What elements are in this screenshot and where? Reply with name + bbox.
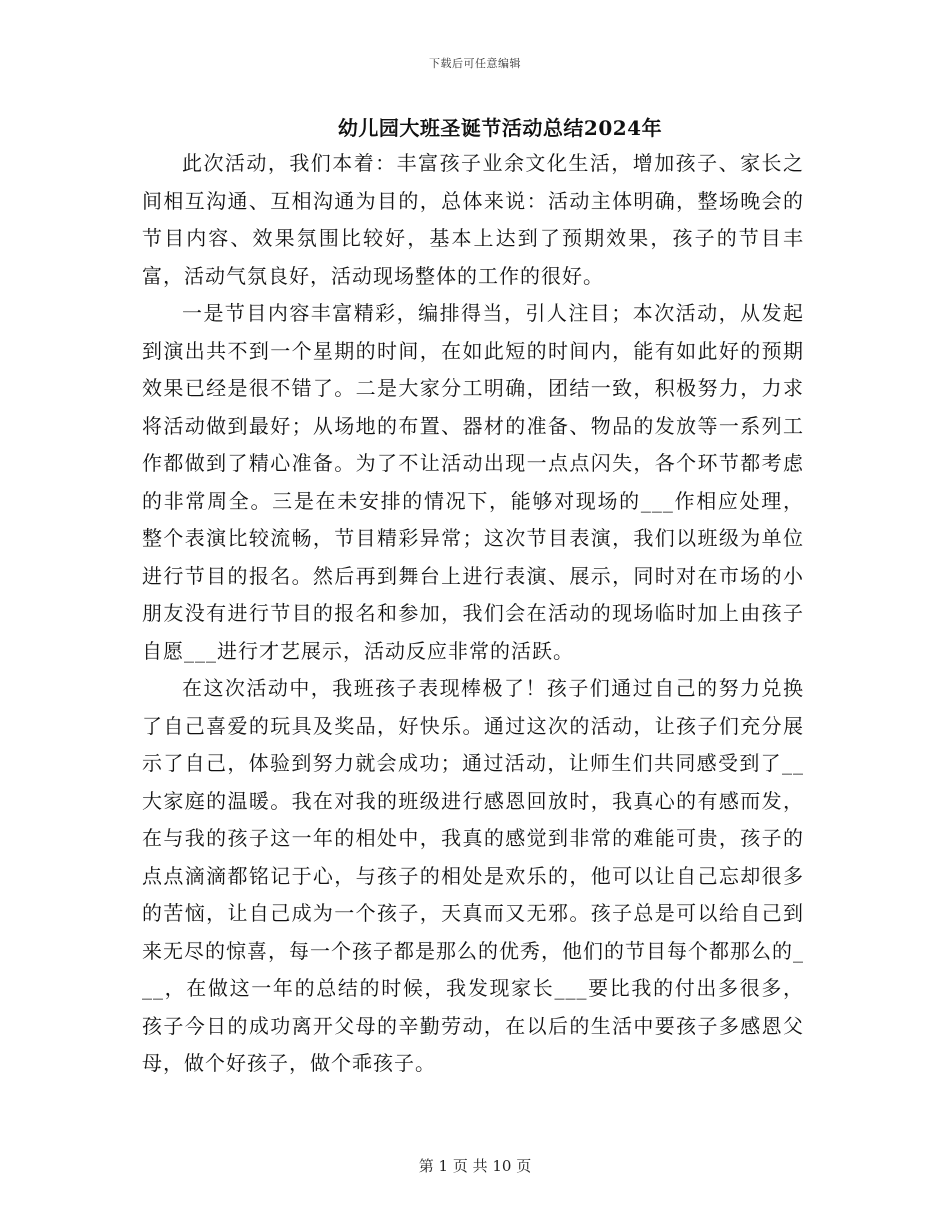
document-body — [142, 145, 804, 1083]
paragraph-2: 一是节目内容丰富精彩，编排得当，引人注目；本次活动，从发起到演出共不到一个星期的时间，在如此短的时间内，能有如此好的预期效果已经是很不错了。二是大家分工明确，团结一致，积极努力，力求将活动做到最好；从场地的布置、器材的准备、物品的发放等一系列工作都做到了精心准备。为了不让活动出现一点点闪失，各个环节都考虑的非常周全。三是在未安排的情况下，能够对现场的___作相应处理，整个表演比较流畅，节目精彩异常；这次节目表演，我们以班级为单位进行节目的报名。然后再到舞台上进行表演、展示，同时对在市场的小朋友没有进行节目的报名和参加，我们会在活动的现场临时加上由孩子自愿___进行才艺展示，活动反应非常的活跃。 — [142, 301, 804, 663]
page-footer: 第 1 页 共 10 页 — [418, 1157, 532, 1175]
paragraph-3: 在这次活动中，我班孩子表现棒极了！孩子们通过自己的努力兑换了自己喜爱的玩具及奖品，好快乐。通过这次的活动，让孩子们充分展示了自己，体验到努力就会成功；通过活动，让师生们共同感受到了__大家庭的温暖。我在对我的班级进行感恩回放时，我真心的有感而发，在与我的孩子这一年的相处中，我真的感觉到非常的难能可贵，孩子的点点滴滴都铭记于心，与孩子的相处是欢乐的，他可以让自己忘却很多的苦恼，让自己成为一个孩子，天真而又无邪。孩子总是可以给自己到来无尽的惊喜，每一个孩子都是那么的优秀，他们的节目每个都那么的___，在做这一年的总结的时候，我发现家长___要比我的付出多很多，孩子今日的成功离开父母的辛勤劳动，在以后的生活中要孩子多感恩父母，做个好孩子，做个乖孩子。 — [142, 676, 804, 1075]
document-title: 幼儿园大班圣诞节活动总结2024年 — [337, 116, 663, 140]
paragraph-1: 此次活动，我们本着：丰富孩子业余文化生活，增加孩子、家长之间相互沟通、互相沟通为目的，总体来说：活动主体明确，整场晚会的节目内容、效果氛围比较好，基本上达到了预期效果，孩子的节目丰富，活动气氛良好，活动现场整体的工作的很好。 — [142, 151, 804, 288]
header-note: 下载后可任意编辑 — [429, 57, 521, 70]
